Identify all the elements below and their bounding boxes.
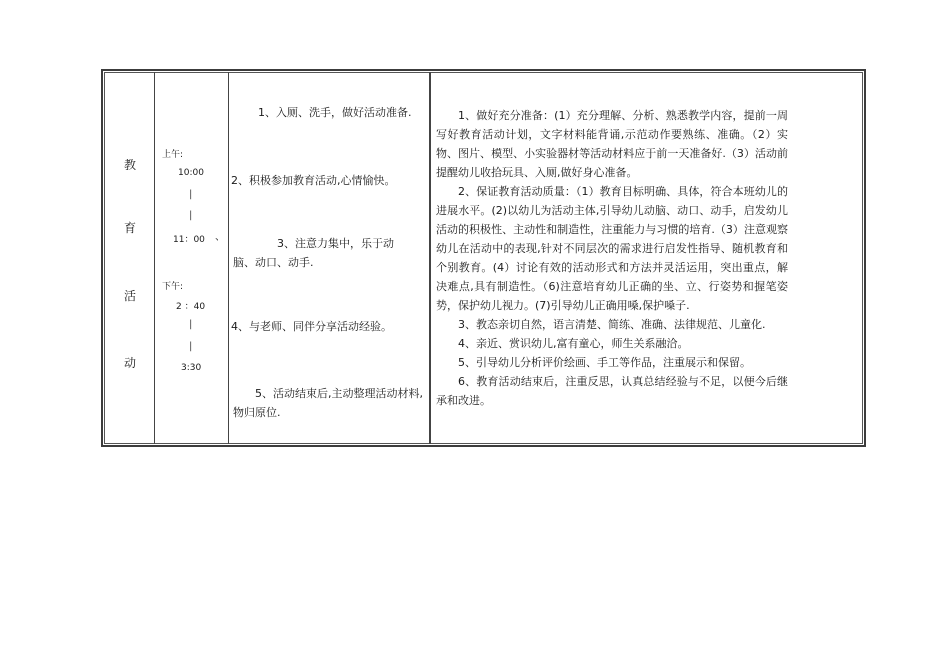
am-label: 上午: <box>162 150 184 160</box>
category-cell <box>104 72 154 444</box>
category-char: 活 <box>124 289 137 303</box>
time-separator: | <box>189 319 193 330</box>
pm-end-time: 3:30 <box>181 363 202 373</box>
dash-mark: 、 <box>215 232 225 243</box>
time-separator: | <box>189 189 193 200</box>
note-paragraph: 4、亲近、赏识幼儿,富有童心，师生关系融洽。 <box>458 337 689 350</box>
column-divider <box>429 72 431 444</box>
notes-cell <box>436 106 788 410</box>
note-paragraph: 1、做好充分准备：(1）充分理解、分析、熟悉教学内容，提前一周写好教育活动计划，文字材料能背诵,示范动作要熟练、准确。（2）实物、图片、模型、小实验器材等活动材料应于前一天准备好.（3）活动前提醒幼儿收拾玩具、入厕,做好身心准备。 <box>436 109 788 179</box>
column-divider <box>154 72 155 444</box>
category-char: 教 <box>124 158 137 172</box>
am-start-time: 10:00 <box>178 168 204 178</box>
category-char: 育 <box>124 221 137 235</box>
am-end-time: 11：00 <box>173 235 205 245</box>
activity-item: 5、活动结束后,主动整理活动材料,物归原位. <box>233 387 423 419</box>
time-separator: | <box>189 341 193 352</box>
note-paragraph: 6、教育活动结束后，注重反思，认真总结经验与不足，以便今后继承和改进。 <box>436 375 788 407</box>
note-paragraph: 5、引导幼儿分析评价绘画、手工等作品，注重展示和保留。 <box>458 356 751 369</box>
activity-item: 1、入厕、洗手，做好活动准备. <box>258 106 412 119</box>
note-paragraph: 3、教态亲切自然，语言清楚、简练、准确、法律规范、儿童化. <box>458 318 766 331</box>
category-char: 动 <box>124 356 137 370</box>
note-paragraph: 2、保证教育活动质量：（1）教育目标明确、具体，符合本班幼儿的进展水平。(2)以幼儿为活动主体,引导幼儿动脑、动口、动手，启发幼儿活动的积极性、主动性和制造性，注重能力与习惯的培育.（3）注意观察幼儿在活动中的表现,针对不同层次的需求进行启发性指导、随机教育和个别教育。(4）讨论有效的活动形式和方法并灵活运用，突出重点，解决难点,具有制造性。（6)注意培育幼儿正确的坐、立、行姿势和握笔姿势，保护幼儿视力。(7)引导幼儿正确用嗓,保护嗓子. <box>436 185 788 312</box>
activity-item: 3、注意力集中，乐于动脑、动口、动手. <box>233 237 394 269</box>
pm-start-time: 2 ：40 <box>176 302 206 312</box>
time-separator: | <box>189 210 193 221</box>
activity-item: 4、与老师、同伴分享活动经验。 <box>231 320 392 333</box>
activity-item: 2、积极参加教育活动,心情愉快。 <box>231 174 396 187</box>
pm-label: 下午: <box>162 282 184 292</box>
column-divider <box>228 72 229 444</box>
